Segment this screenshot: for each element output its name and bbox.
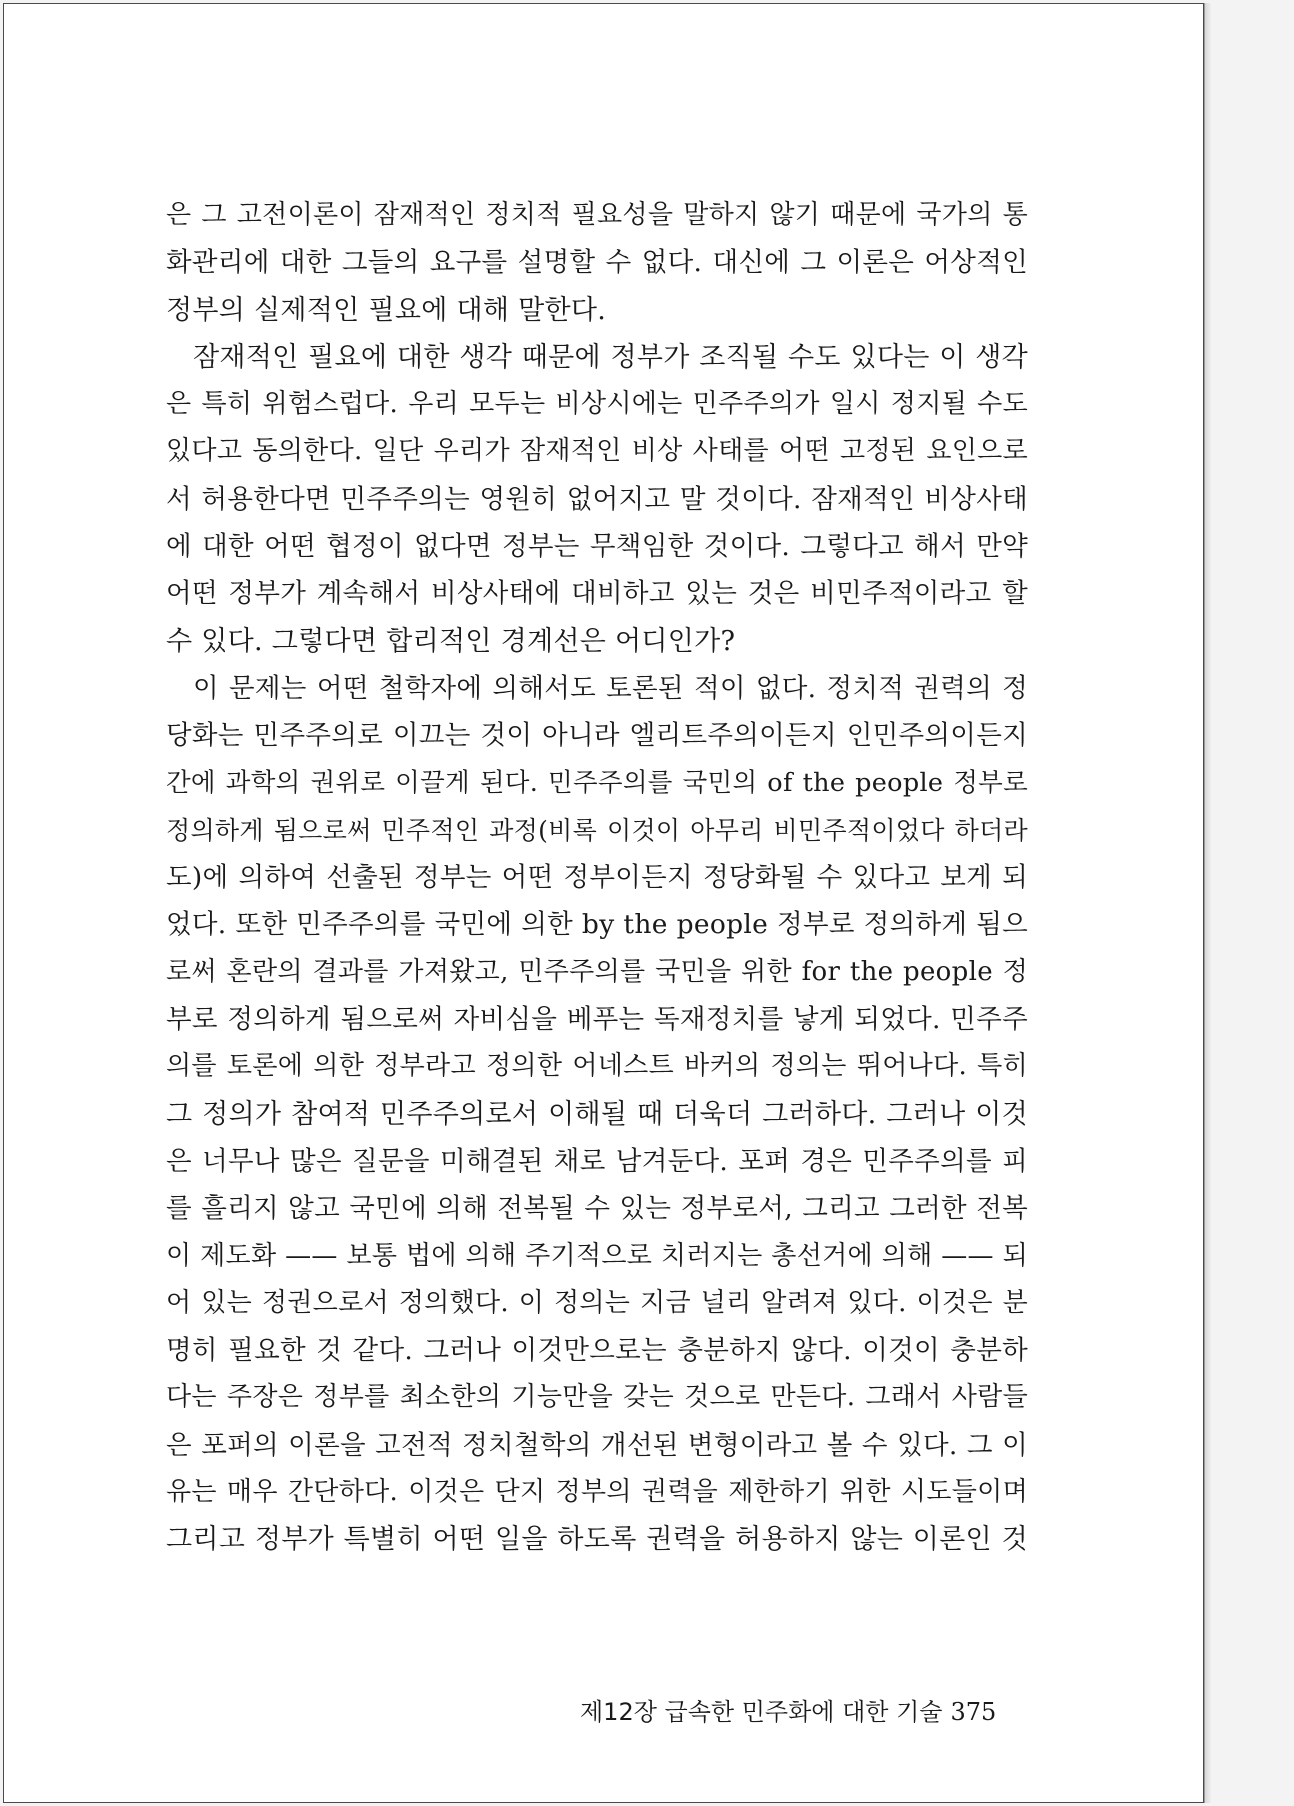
text-line: 어떤 정부가 계속해서 비상사태에 대비하고 있는 것은 비민주적이라고 할 (166, 578, 1028, 610)
running-footer (580, 1692, 997, 1732)
text-line: 서 허용한다면 민주주의는 영원히 없어지고 말 것이다. 잠재적인 비상사태 (166, 483, 1028, 515)
text-line: 있다고 동의한다. 일단 우리가 잠재적인 비상 사태를 어떤 고정된 요인으로 (166, 436, 1028, 467)
text-line: 잠재적인 필요에 대한 생각 때문에 정부가 조직될 수도 있다는 이 생각 (193, 341, 1028, 373)
chapter-title: 제12장 급속한 민주화에 대한 기술 (580, 1698, 943, 1726)
text-line: 로써 혼란의 결과를 가져왔고, 민주주의를 국민을 위한 for the people 정 (166, 956, 1028, 987)
text-line: 의를 토론에 의한 정부라고 정의한 어네스트 바커의 정의는 뛰어나다. 특히 (166, 1051, 1028, 1082)
text-line: 명히 필요한 것 같다. 그러나 이것만으로는 충분하지 않다. 이것이 충분하 (166, 1335, 1028, 1367)
text-line: 화관리에 대한 그들의 요구를 설명할 수 없다. 대신에 그 이론은 어상적인 (166, 247, 1028, 279)
text-line: 어 있는 정권으로서 정의했다. 이 정의는 지금 널리 알려져 있다. 이것은 분 (166, 1287, 1028, 1318)
text-line: 정의하게 됨으로써 민주적인 과정(비록 이것이 아무리 비민주적이었다 하더라 (166, 815, 1028, 845)
text-line: 은 그 고전이론이 잠재적인 정치적 필요성을 말하지 않기 때문에 국가의 통 (166, 200, 1028, 230)
text-line: 당화는 민주주의로 이끄는 것이 아니라 엘리트주의이든지 인민주의이든지 (166, 720, 1028, 752)
text-line: 그 정의가 참여적 민주주의로서 이해될 때 더욱더 그러하다. 그러나 이것 (166, 1098, 1028, 1130)
text-line: 은 너무나 많은 질문을 미해결된 채로 남겨둔다. 포퍼 경은 민주주의를 피 (166, 1145, 1028, 1177)
body-text (166, 192, 1028, 1564)
text-line: 그리고 정부가 특별히 어떤 일을 하도록 권력을 허용하지 않는 이론인 것 (166, 1524, 1028, 1556)
page-edge (1205, 3, 1211, 1803)
text-line: 다는 주장은 정부를 최소한의 기능만을 갖는 것으로 만든다. 그래서 사람들 (166, 1382, 1028, 1413)
text-line: 를 흘리지 않고 국민에 의해 전복될 수 있는 정부로서, 그리고 그러한 전복 (166, 1193, 1028, 1225)
text-line: 정부의 실제적인 필요에 대해 말한다. (166, 294, 607, 326)
text-line: 간에 과학의 권위로 이끌게 된다. 민주주의를 국민의 of the people 정부로 (166, 767, 1028, 798)
text-line: 부로 정의하게 됨으로써 자비심을 베푸는 독재정치를 낳게 되었다. 민주주 (166, 1004, 1028, 1036)
text-line: 에 대한 어떤 협정이 없다면 정부는 무책임한 것이다. 그렇다고 해서 만약 (166, 531, 1028, 563)
text-line: 은 포퍼의 이론을 고전적 정치철학의 개선된 변형이라고 볼 수 있다. 그 이 (166, 1429, 1028, 1461)
text-line: 유는 매우 간단하다. 이것은 단지 정부의 권력을 제한하기 위한 시도들이며 (166, 1477, 1028, 1508)
text-line: 수 있다. 그렇다면 합리적인 경계선은 어디인가? (166, 625, 736, 657)
text-line: 었다. 또한 민주주의를 국민에 의한 by the people 정부로 정의하게 됨으 (166, 909, 1028, 941)
text-line: 은 특히 위험스럽다. 우리 모두는 비상시에는 민주주의가 일시 정지될 수도 (166, 389, 1028, 420)
text-line: 이 제도화 —— 보통 법에 의해 주기적으로 치러지는 총선거에 의해 —— 되 (166, 1240, 1028, 1271)
text-line: 이 문제는 어떤 철학자에 의해서도 토론된 적이 없다. 정치적 권력의 정 (193, 672, 1028, 704)
page-number: 375 (950, 1698, 997, 1726)
text-line: 도)에 의하여 선출된 정부는 어떤 정부이든지 정당화될 수 있다고 보게 되 (166, 862, 1028, 894)
